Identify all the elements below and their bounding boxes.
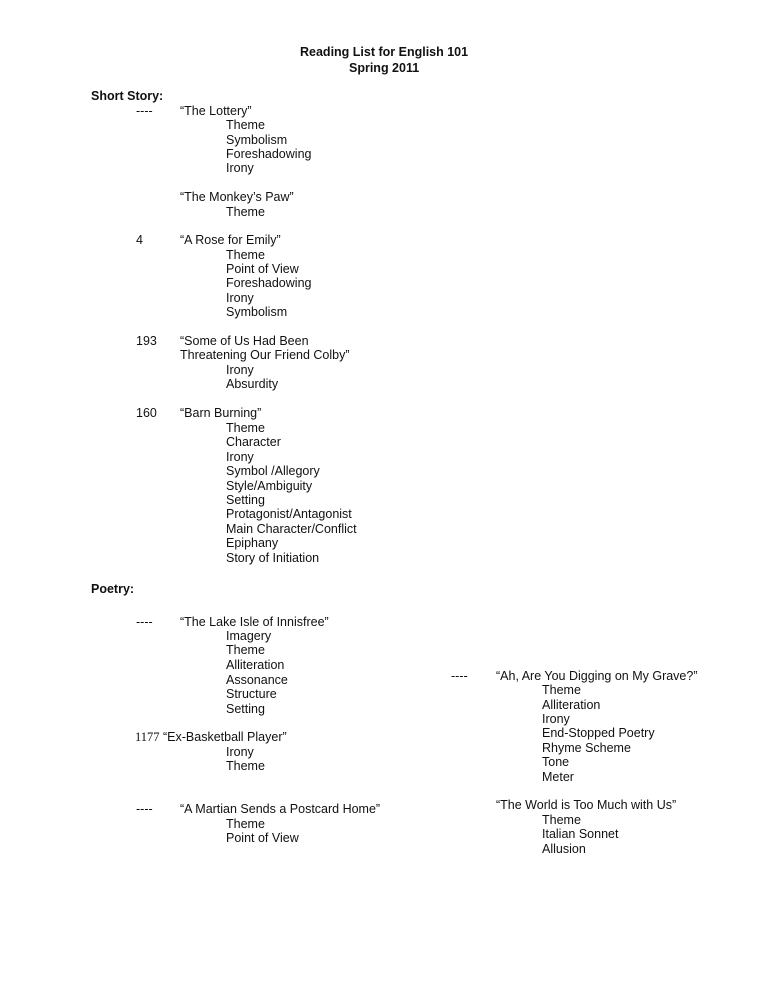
entry-topic: Theme	[226, 817, 265, 831]
section-heading-short-story: Short Story:	[91, 89, 164, 103]
entry-topic: Theme	[226, 759, 265, 773]
entry-title: “The World is Too Much with Us”	[496, 798, 677, 812]
entry-topic: Irony	[226, 291, 254, 305]
entry-topic: Theme	[542, 683, 581, 697]
entry-topic: Theme	[226, 205, 265, 219]
entry-title: “The Monkey’s Paw”	[180, 190, 294, 204]
entry-page-number: ----	[136, 615, 153, 629]
entry-topic: Irony	[226, 363, 254, 377]
entry-topic: Structure	[226, 687, 277, 701]
entry-topic: Theme	[226, 421, 265, 435]
entry-topic: Setting	[226, 493, 265, 507]
entry-topic: Epiphany	[226, 536, 279, 550]
entry-topic: Style/Ambiguity	[226, 479, 313, 493]
entry-topic: Symbolism	[226, 133, 288, 147]
entry-topic: Protagonist/Antagonist	[226, 507, 352, 521]
entry-topic: End-Stopped Poetry	[542, 726, 655, 740]
entry-topic: Meter	[542, 770, 574, 784]
entry-topic: Imagery	[226, 629, 272, 643]
entry-title: “Barn Burning”	[180, 406, 262, 420]
entry-topic: Italian Sonnet	[542, 827, 619, 841]
entry-page-number: ----	[451, 669, 468, 683]
entry-topic: Theme	[226, 248, 265, 262]
page-title: Reading List for English 101	[300, 45, 469, 59]
entry-title: “A Martian Sends a Postcard Home”	[180, 802, 381, 816]
entry-topic: Symbol /Allegory	[226, 464, 320, 478]
entry-topic: Irony	[226, 745, 254, 759]
entry-topic: Alliteration	[226, 658, 285, 672]
entry-topic: Irony	[226, 450, 254, 464]
entry-topic: Setting	[226, 702, 265, 716]
entry-topic: Tone	[542, 755, 570, 769]
entry-topic: Symbolism	[226, 305, 288, 319]
entry-topic: Allusion	[542, 842, 586, 856]
entry-title: “Some of Us Had Been	[180, 334, 309, 348]
page-subtitle: Spring 2011	[349, 61, 420, 75]
entry-page-number: 1177	[135, 730, 160, 744]
entry-title: “The Lottery”	[180, 104, 252, 118]
entry-topic: Story of Initiation	[226, 551, 320, 565]
entry-title: “The Lake Isle of Innisfree”	[180, 615, 329, 629]
entry-topic: Theme	[226, 118, 265, 132]
entry-page-number: ----	[136, 104, 153, 118]
entry-topic: Foreshadowing	[226, 147, 312, 161]
entry-title: “A Rose for Emily”	[180, 233, 281, 247]
entry-page-number: ----	[136, 802, 153, 816]
entry-topic: Alliteration	[542, 698, 601, 712]
entry-title: “Ah, Are You Digging on My Grave?”	[496, 669, 698, 683]
entry-topic: Point of View	[226, 831, 299, 845]
entry-page-number: 4	[136, 233, 143, 247]
entry-topic: Rhyme Scheme	[542, 741, 631, 755]
entry-topic: Character	[226, 435, 281, 449]
entry-topic: Irony	[542, 712, 570, 726]
entry-topic: Point of View	[226, 262, 299, 276]
entry-topic: Theme	[542, 813, 581, 827]
entry-title-continued: Threatening Our Friend Colby”	[180, 348, 350, 362]
entry-topic: Absurdity	[226, 377, 279, 391]
entry-topic: Theme	[226, 643, 265, 657]
entry-topic: Assonance	[226, 673, 288, 687]
entry-topic: Irony	[226, 161, 254, 175]
entry-page-number: 193	[136, 334, 157, 348]
entry-title: “Ex-Basketball Player”	[163, 730, 287, 744]
entry-topic: Foreshadowing	[226, 276, 312, 290]
entry-page-number: 160	[136, 406, 157, 420]
section-heading-poetry: Poetry:	[91, 582, 135, 596]
entry-topic: Main Character/Conflict	[226, 522, 357, 536]
